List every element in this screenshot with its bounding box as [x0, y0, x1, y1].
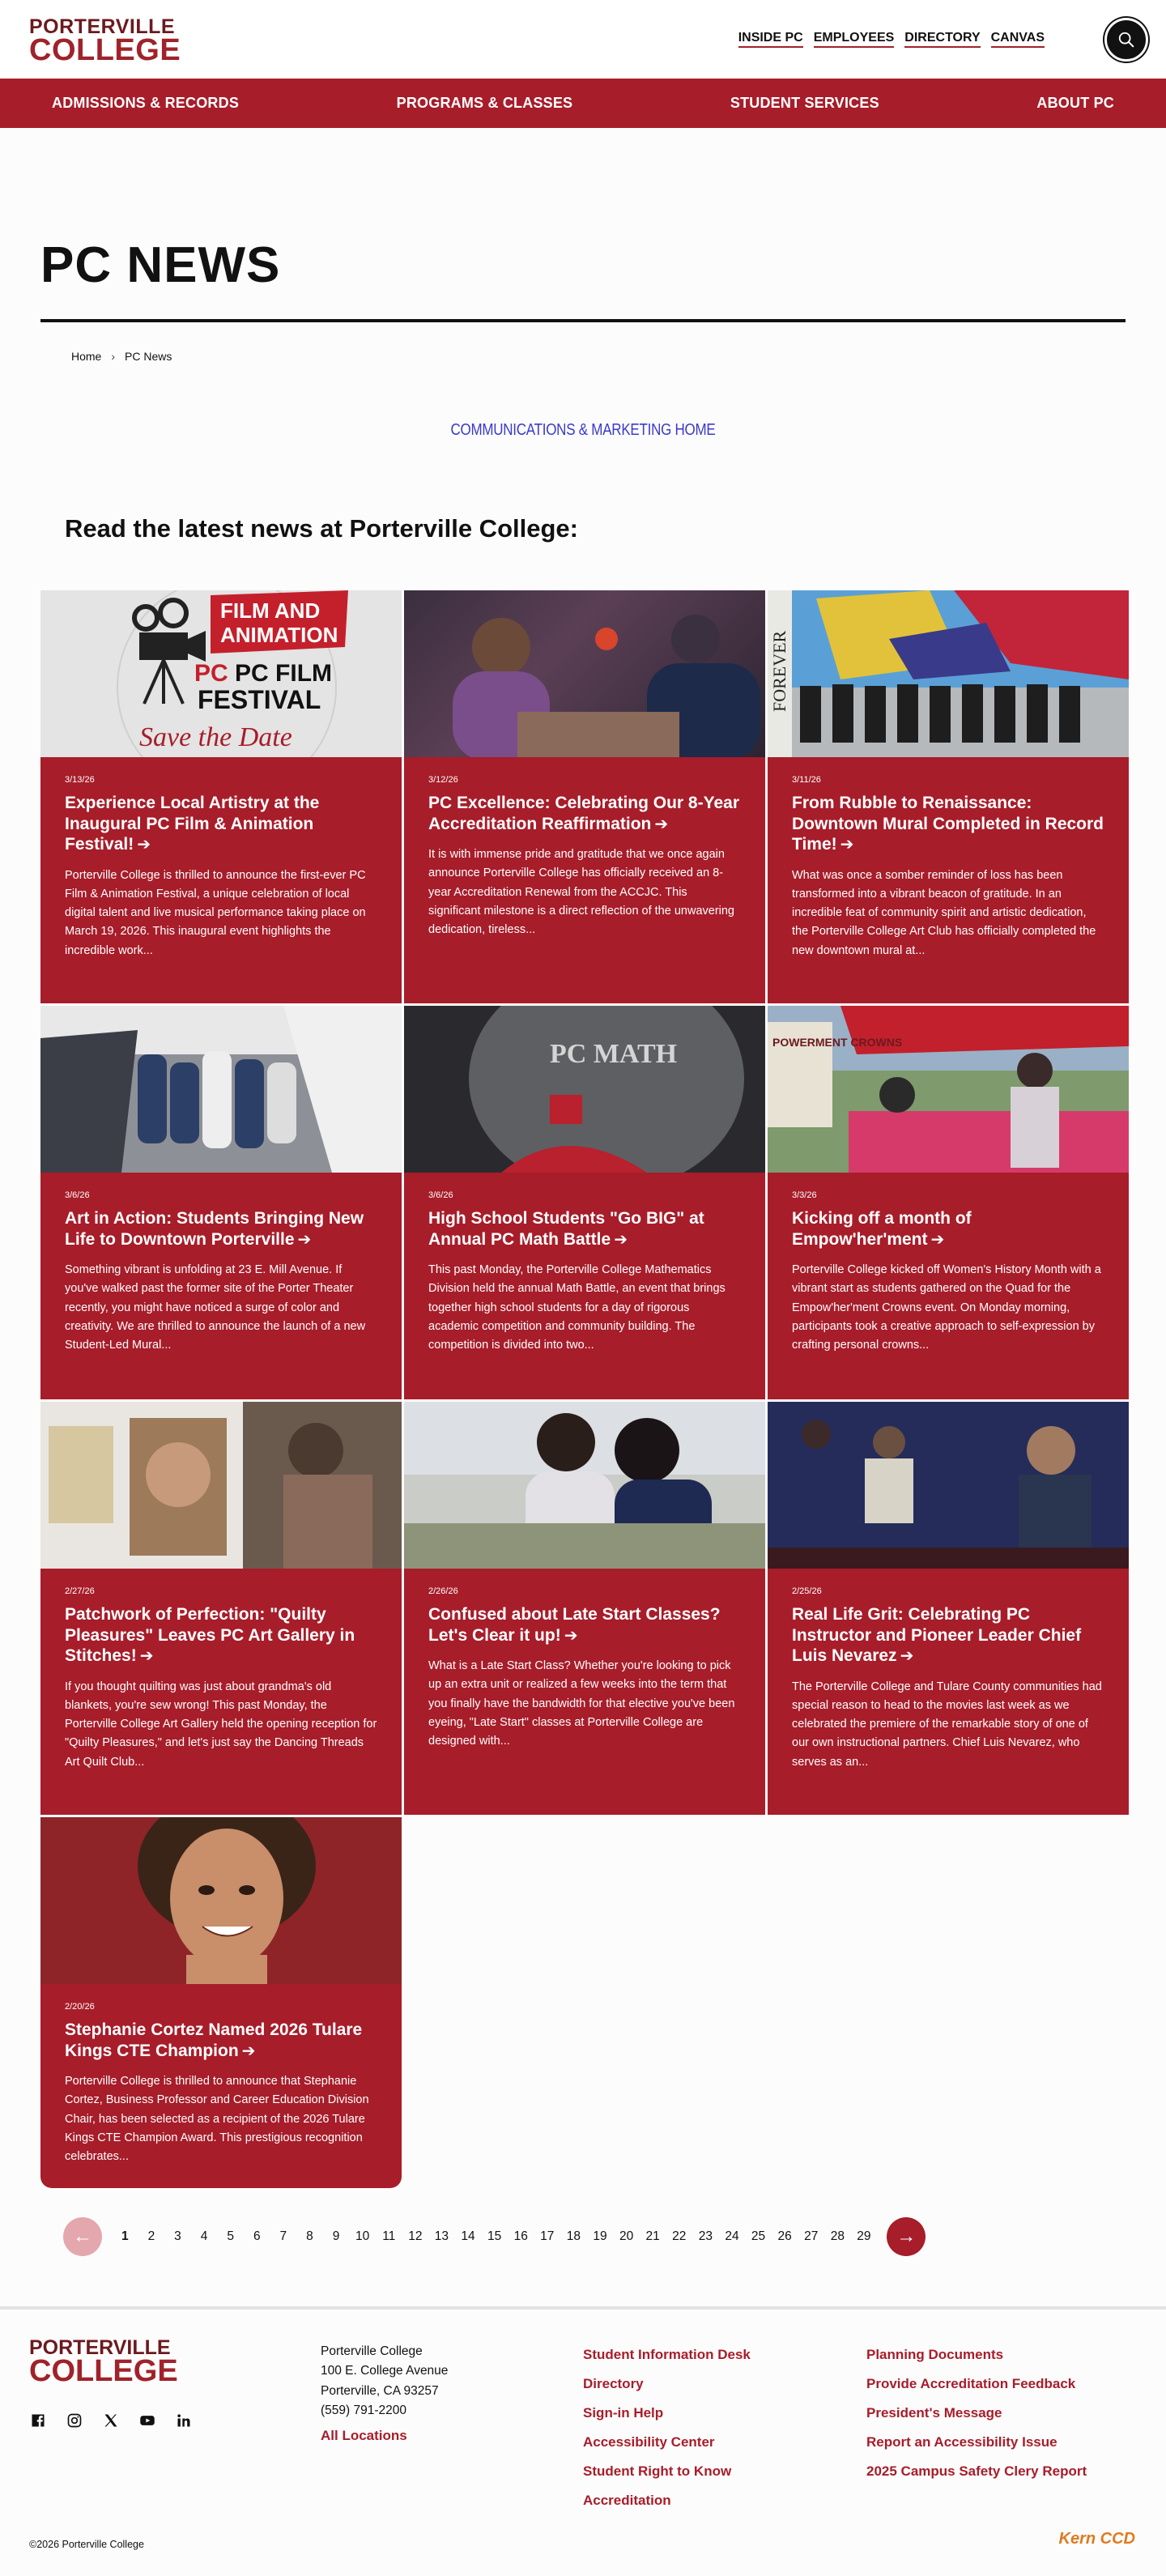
arrow-right-icon: ➔ — [564, 1626, 578, 1645]
footer-link[interactable]: Planning Documents — [866, 2347, 1004, 2362]
pagination — [63, 2217, 1166, 2256]
communications-home-link[interactable]: COMMUNICATIONS & MARKETING HOME — [450, 421, 716, 439]
svg-text:ANIMATION: ANIMATION — [220, 623, 338, 647]
svg-text:FESTIVAL: FESTIVAL — [198, 685, 321, 714]
arrow-right-icon: ➔ — [241, 2042, 256, 2060]
news-image — [768, 590, 1129, 757]
news-card[interactable] — [40, 590, 402, 1003]
arrow-left-icon: ← — [73, 2225, 92, 2247]
nav-programs[interactable]: PROGRAMS & CLASSES — [396, 95, 573, 111]
nav-student-services[interactable]: STUDENT SERVICES — [730, 95, 879, 111]
site-header — [0, 0, 1166, 79]
page-number-link[interactable]: 20 — [619, 2229, 634, 2243]
news-excerpt: Porterville College kicked off Women's History Month with a vibrant start as students gathered on the Quad for the Empow'her'ment Crowns event. On Monday morning, participants took a creative approach to self-expression by crafting personal crowns... — [792, 1263, 1101, 1352]
news-grid — [40, 590, 1126, 2188]
page-number-link[interactable]: 4 — [200, 2229, 208, 2243]
arrow-right-icon: → — [896, 2225, 917, 2247]
facebook-icon[interactable] — [29, 2412, 47, 2429]
college-address: Porterville College 100 E. College Avenue Porterville, CA 93257 (559) 791-2200 — [321, 2344, 449, 2418]
instagram-icon[interactable] — [66, 2412, 83, 2429]
footer-link[interactable]: 2025 Campus Safety Clery Report — [866, 2463, 1087, 2479]
news-title[interactable]: Stephanie Cortez Named 2026 Tulare Kings CTE Champion ➔ — [65, 2020, 363, 2060]
intro-heading: Read the latest news at Porterville College: — [65, 514, 578, 543]
news-image — [40, 1402, 402, 1569]
page-number-link[interactable]: 25 — [751, 2229, 766, 2243]
news-date: 3/3/26 — [792, 1190, 817, 1200]
news-card[interactable] — [404, 1006, 765, 1399]
page-number-link[interactable]: 15 — [487, 2229, 502, 2243]
page-number-link[interactable]: 26 — [777, 2229, 792, 2243]
news-date: 2/26/26 — [428, 1586, 458, 1596]
news-date: 3/13/26 — [65, 775, 95, 785]
arrow-right-icon: ➔ — [614, 1230, 628, 1249]
news-date: 2/27/26 — [65, 1586, 95, 1596]
page-number-link[interactable]: 10 — [355, 2229, 370, 2243]
breadcrumb-current: PC News — [125, 350, 172, 363]
utility-nav — [738, 31, 1045, 48]
util-link-employees[interactable]: EMPLOYEES — [814, 31, 895, 48]
page-number-link[interactable]: 7 — [279, 2229, 287, 2243]
page-number-link[interactable]: 3 — [174, 2229, 181, 2243]
all-locations-link[interactable]: All Locations — [321, 2428, 407, 2443]
search-icon — [1117, 31, 1135, 49]
site-footer — [0, 2306, 1166, 2561]
svg-text:FOREVER: FOREVER — [769, 630, 789, 712]
footer-link[interactable]: Student Right to Know — [583, 2463, 732, 2479]
page-number-link[interactable]: 24 — [725, 2229, 739, 2243]
page-number-link[interactable]: 29 — [857, 2229, 871, 2243]
news-title[interactable]: High School Students "Go BIG" at Annual PC Math Battle ➔ — [428, 1209, 704, 1249]
page-number-link[interactable]: 1 — [121, 2229, 129, 2243]
news-card[interactable] — [768, 590, 1129, 1003]
svg-text:POWERMENT CROWNS: POWERMENT CROWNS — [772, 1036, 903, 1049]
arrow-right-icon: ➔ — [137, 836, 151, 854]
arrow-right-icon: ➔ — [654, 815, 669, 833]
page-title: PC NEWS — [40, 237, 281, 293]
search-button[interactable] — [1104, 18, 1148, 62]
news-title[interactable]: From Rubble to Renaissance: Downtown Mural Completed in Record Time! ➔ — [792, 794, 1104, 854]
news-excerpt: What is a Late Start Class? Whether you're looking to pick up an extra unit or realized a few weeks into the term that you finally have the bandwidth for that elective you've been eyeing, "Late Start" classes at Porterville College are designed with... — [428, 1659, 735, 1748]
chevron-right-icon: › — [111, 350, 116, 363]
page-number-link[interactable]: 22 — [672, 2229, 687, 2243]
nav-about[interactable]: ABOUT PC — [1036, 95, 1114, 111]
news-image — [404, 1006, 765, 1173]
news-title[interactable]: Patchwork of Perfection: "Quilty Pleasures" Leaves PC Art Gallery in Stitches! ➔ — [65, 1605, 355, 1666]
page-number-link[interactable]: 17 — [540, 2229, 555, 2243]
news-card[interactable] — [404, 1402, 765, 1815]
arrow-right-icon: ➔ — [840, 836, 854, 854]
copyright: ©2026 Porterville College — [29, 2539, 144, 2550]
news-excerpt: Something vibrant is unfolding at 23 E. Mill Avenue. If you've walked past the former site of the Porter Theater recently, you might have noticed a surge of color and creativity. We are thrilled to announce the launch of a new Student-Led Mural... — [65, 1263, 366, 1352]
news-excerpt: Porterville College is thrilled to announce that Stephanie Cortez, Business Professor and Career Education Division Chair, has been selected as a recipient of the 2026 Tulare Kings CTE Champion Award. This prestigious recognition celebrates... — [65, 2075, 369, 2163]
footer-link[interactable]: Student Information Desk — [583, 2347, 751, 2362]
svg-text:PC MATH: PC MATH — [550, 1039, 678, 1069]
news-date: 3/12/26 — [428, 775, 458, 785]
x-icon[interactable] — [102, 2412, 120, 2429]
news-title[interactable]: Real Life Grit: Celebrating PC Instructor and Pioneer Leader Chief Luis Nevarez ➔ — [792, 1605, 1082, 1666]
page-number-link[interactable]: 27 — [804, 2229, 819, 2243]
news-image — [40, 1006, 402, 1173]
news-image — [404, 1402, 765, 1569]
college-logo[interactable]: PORTERVILLE COLLEGE — [29, 15, 181, 67]
news-title[interactable]: PC Excellence: Celebrating Our 8-Year Accreditation Reaffirmation ➔ — [428, 794, 739, 833]
footer-link[interactable]: Sign-in Help — [583, 2405, 664, 2421]
news-title[interactable]: Kicking off a month of Empow'her'ment ➔ — [792, 1209, 972, 1249]
page-number-link[interactable]: 14 — [461, 2229, 475, 2243]
news-image — [40, 1817, 402, 1984]
news-date: 3/6/26 — [428, 1190, 453, 1200]
svg-text:FILM AND: FILM AND — [220, 598, 321, 623]
news-title[interactable]: Experience Local Artistry at the Inaugural PC Film & Animation Festival! ➔ — [65, 794, 320, 854]
page-number-link[interactable]: 16 — [513, 2229, 528, 2243]
news-excerpt: This past Monday, the Porterville College Mathematics Division held the annual Math Battle, an event that brings together high school students for a day of rigorous academic competition and community building. The competition is divided into two... — [428, 1263, 726, 1352]
news-date: 3/6/26 — [65, 1190, 90, 1200]
page-number-link[interactable]: 13 — [434, 2229, 449, 2243]
news-date: 2/20/26 — [65, 2002, 95, 2012]
page-number-link[interactable]: 9 — [332, 2229, 340, 2243]
footer-link[interactable]: Accessibility Center — [583, 2434, 715, 2450]
arrow-right-icon: ➔ — [297, 1230, 312, 1249]
page-number-link[interactable]: 21 — [645, 2229, 660, 2243]
page-number-link[interactable]: 6 — [253, 2229, 261, 2243]
footer-links-col1 — [583, 2340, 751, 2515]
footer-link[interactable]: President's Message — [866, 2405, 1002, 2421]
page-number-link[interactable]: 18 — [566, 2229, 581, 2243]
svg-text:PC PC FILM: PC PC FILM — [194, 660, 333, 687]
footer-links-col2 — [866, 2340, 1087, 2486]
page-number-link[interactable]: 8 — [306, 2229, 313, 2243]
arrow-right-icon: ➔ — [930, 1230, 945, 1249]
news-date: 3/11/26 — [792, 775, 821, 785]
news-excerpt: The Porterville College and Tulare County communities had special reason to head to the movies last week as we celebrated the premiere of the remarkable story of one of our own instructional partners. Chief Luis Nevarez, who serves as an... — [792, 1680, 1102, 1769]
page-number-link[interactable]: 11 — [382, 2229, 396, 2243]
news-card[interactable] — [768, 1006, 1129, 1399]
util-link-canvas[interactable]: CANVAS — [991, 31, 1045, 48]
page-number-link[interactable]: 12 — [408, 2229, 423, 2243]
page-number-link[interactable]: 19 — [593, 2229, 607, 2243]
news-title[interactable]: Confused about Late Start Classes? Let's Clear it up! ➔ — [428, 1605, 721, 1645]
page-number-link[interactable]: 28 — [830, 2229, 845, 2243]
util-link-directory[interactable]: DIRECTORY — [904, 31, 980, 48]
news-card[interactable] — [40, 1006, 402, 1399]
news-card[interactable] — [40, 1402, 402, 1815]
youtube-icon[interactable] — [138, 2412, 156, 2429]
social-links — [29, 2412, 193, 2429]
news-date: 2/25/26 — [792, 1586, 822, 1596]
linkedin-icon[interactable] — [175, 2412, 193, 2429]
news-image — [40, 590, 402, 757]
news-excerpt: What was once a somber reminder of loss has been transformed into a vibrant beacon of gratitude. In an incredible feat of community spirit and artistic dedication, the Porterville College Art Club has officially completed the new downtown mural at... — [792, 868, 1096, 957]
svg-text:Save the Date: Save the Date — [139, 722, 292, 752]
util-link-inside-pc[interactable]: INSIDE PC — [738, 31, 803, 48]
footer-college-logo[interactable]: PORTERVILLE COLLEGE — [29, 2336, 178, 2388]
news-excerpt: It is with immense pride and gratitude that we once again announce Porterville College has officially received an 8-year Accreditation Renewal from the ACCJC. This significant milestone is a direct reflection of the unwavering dedication, tireless... — [428, 848, 734, 936]
title-divider — [40, 319, 1126, 322]
breadcrumb-home[interactable]: Home — [71, 350, 102, 363]
news-image — [404, 590, 765, 757]
arrow-right-icon: ➔ — [900, 1647, 914, 1666]
prev-page-button[interactable] — [63, 2217, 102, 2256]
footer-link[interactable]: Provide Accreditation Feedback — [866, 2376, 1076, 2391]
page-number-link[interactable]: 5 — [227, 2229, 234, 2243]
footer-link[interactable]: Report an Accessibility Issue — [866, 2434, 1057, 2450]
news-excerpt: If you thought quilting was just about grandma's old blankets, you're sew wrong! This past Monday, the Porterville College Art Gallery held the opening reception for "Quilty Pleasures," and let's just say the Dancing Threads Art Quilt Club... — [65, 1680, 377, 1769]
news-card[interactable] — [404, 590, 765, 1003]
kern-ccd-logo[interactable]: Kern CCD — [1058, 2530, 1135, 2548]
page-numbers — [112, 2229, 877, 2244]
news-image — [768, 1006, 1129, 1173]
page-number-link[interactable]: 23 — [698, 2229, 713, 2243]
nav-admissions[interactable]: ADMISSIONS & RECORDS — [52, 95, 240, 111]
breadcrumb — [0, 350, 1166, 363]
news-title[interactable]: Art in Action: Students Bringing New Life to Downtown Porterville ➔ — [65, 1209, 364, 1249]
news-card[interactable] — [40, 1817, 402, 2188]
news-image — [768, 1402, 1129, 1569]
footer-link[interactable]: Accreditation — [583, 2493, 671, 2508]
news-excerpt: Porterville College is thrilled to announce the first-ever PC Film & Animation Festival, a unique celebration of local digital talent and live musical performance taking place on March 19, 2026. This inaugural event highlights the incredible work... — [65, 868, 366, 957]
main-nav — [0, 79, 1166, 128]
page-number-link[interactable]: 2 — [147, 2229, 155, 2243]
footer-link[interactable]: Directory — [583, 2376, 644, 2391]
news-card[interactable] — [768, 1402, 1129, 1815]
next-page-button[interactable] — [887, 2217, 926, 2256]
arrow-right-icon: ➔ — [139, 1647, 154, 1666]
